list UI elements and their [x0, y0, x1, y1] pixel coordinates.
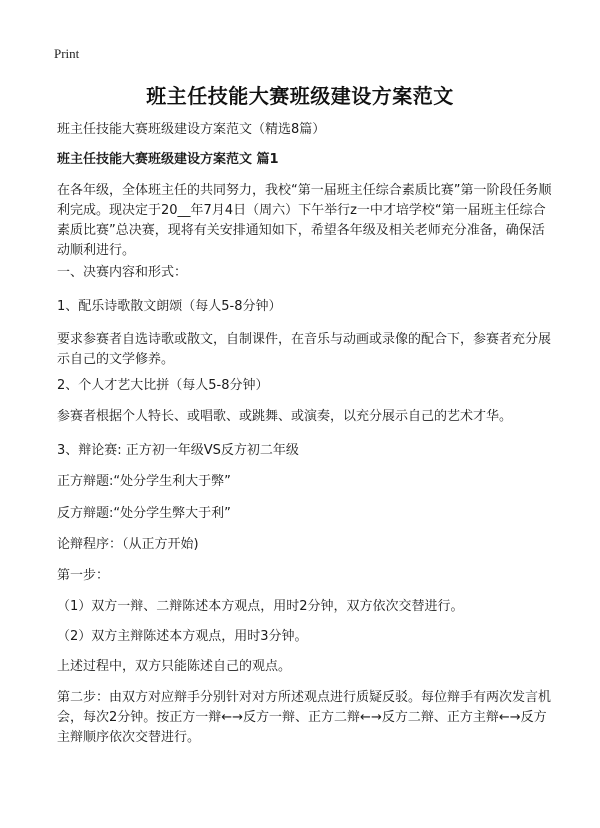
part1-heading: 一、决赛内容和形式： — [57, 265, 188, 280]
item3-heading: 3、辩论赛: 正方初一年级VS反方初二年级 — [57, 443, 299, 458]
item1-heading: 1、配乐诗歌散文朗颂（每人5-8分钟） — [57, 299, 282, 314]
con-topic: 反方辩题:“处分学生弊大于利” — [57, 506, 231, 521]
pro-topic: 正方辩题:“处分学生利大于弊” — [57, 474, 231, 489]
step1-heading: 第一步： — [57, 568, 110, 583]
item1-description: 要求参赛者自选诗歌或散文，自制课件，在音乐与动画或录像的配合下，参赛者充分展示自己的文学修养。 — [57, 332, 552, 367]
document-title: 班主任技能大赛班级建设方案范文 — [146, 84, 454, 108]
print-label: Print — [54, 46, 80, 61]
step1-item-a: （1）双方一辩、二辩陈述本方观点，用时2分钟，双方依次交替进行。 — [57, 599, 464, 614]
intro-paragraph: 在各年级，全体班主任的共同努力，我校“第一届班主任综合素质比赛”第一阶段任务顺利完成。现决定于20__年7月4日（周六）下午举行z一中才培学校“第一届班主任综合素质比赛”总决赛，现将有关安排通知如下，希望各年级及相关老师充分准备，确保活动顺利进行。 — [57, 183, 552, 258]
step1-item-b: （2）双方主辩陈述本方观点，用时3分钟。 — [57, 629, 308, 644]
step2-paragraph: 第二步：由双方对应辩手分别针对对方所述观点进行质疑反驳。每位辩手有两次发言机会，每次2分钟。按正方一辩←→反方一辩、正方二辩←→反方二辩、正方主辩←→反方主辩顺序依次交替进行。 — [57, 690, 552, 745]
section-heading: 班主任技能大赛班级建设方案范文 篇1 — [57, 152, 279, 167]
step1-note: 上述过程中，双方只能陈述自己的观点。 — [57, 659, 292, 674]
item2-heading: 2、个人才艺大比拼（每人5-8分钟） — [57, 378, 269, 393]
debate-procedure: 论辩程序：（从正方开始) — [57, 537, 199, 552]
item2-description: 参赛者根据个人特长、或唱歌、或跳舞、或演奏，以充分展示自己的艺术才华。 — [57, 409, 513, 424]
document-subtitle: 班主任技能大赛班级建设方案范文（精选8篇） — [57, 122, 326, 137]
